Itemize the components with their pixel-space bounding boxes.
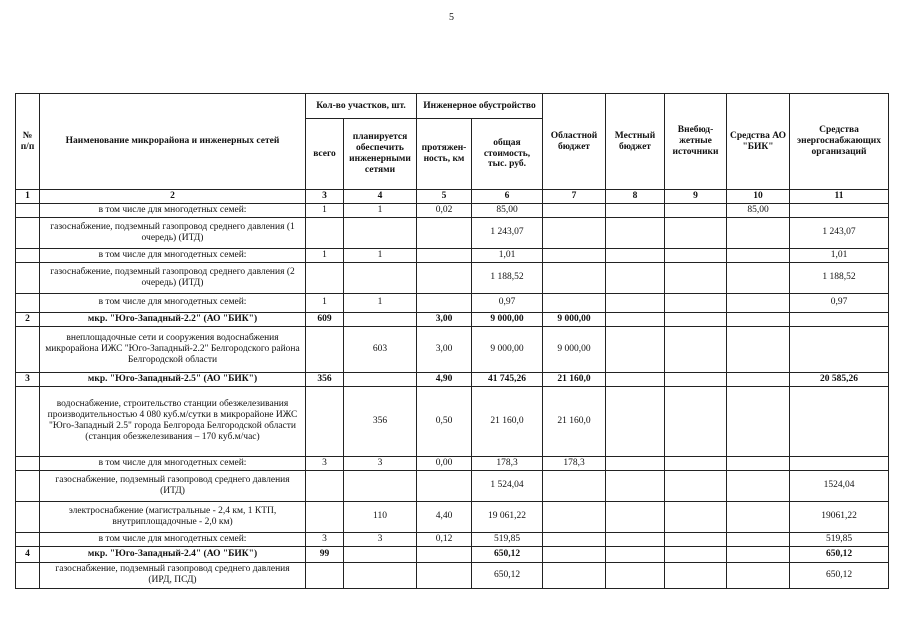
table-row-district (16, 372, 889, 386)
cell-local-budget (606, 217, 665, 248)
cell-planned (344, 562, 417, 588)
cell-number (16, 562, 40, 588)
table-row (16, 456, 889, 470)
cell-extrabudgetary (665, 248, 727, 262)
cell-cost: 9 000,00 (472, 326, 543, 372)
cell-total: 1 (306, 248, 344, 262)
cell-length (417, 470, 472, 501)
cell-bik-funds (727, 546, 790, 562)
cell-name: газоснабжение, подземный газопровод среднего давления (ИРД, ПСД) (40, 562, 306, 588)
cell-extrabudgetary (665, 372, 727, 386)
cell-energy-funds: 1 188,52 (790, 262, 889, 293)
cell-cost: 19 061,22 (472, 501, 543, 532)
cell-cost: 650,12 (472, 562, 543, 588)
cell-cost: 178,3 (472, 456, 543, 470)
cell-extrabudgetary (665, 217, 727, 248)
column-number: 11 (790, 190, 889, 204)
cell-name: в том числе для многодетных семей: (40, 248, 306, 262)
header-planned: планируется обеспечить инженерными сетями (344, 119, 417, 190)
cell-length: 3,00 (417, 312, 472, 326)
cell-name: в том числе для многодетных семей: (40, 204, 306, 218)
cell-local-budget (606, 326, 665, 372)
table-row-district (16, 312, 889, 326)
cell-energy-funds: 650,12 (790, 562, 889, 588)
cell-number (16, 456, 40, 470)
cell-total (306, 470, 344, 501)
cell-total: 1 (306, 293, 344, 312)
header-regional-budget: Областной бюджет (543, 94, 606, 190)
cell-regional-budget (543, 248, 606, 262)
cell-regional-budget: 21 160,0 (543, 386, 606, 456)
header-sections-group: Кол-во участков, шт. (306, 94, 417, 119)
cell-regional-budget: 21 160,0 (543, 372, 606, 386)
cell-extrabudgetary (665, 470, 727, 501)
cell-regional-budget: 178,3 (543, 456, 606, 470)
cell-extrabudgetary (665, 326, 727, 372)
cell-planned (344, 546, 417, 562)
cell-cost: 519,85 (472, 532, 543, 546)
cell-number (16, 532, 40, 546)
cell-planned: 1 (344, 293, 417, 312)
cell-length: 3,00 (417, 326, 472, 372)
cell-number (16, 293, 40, 312)
cell-planned: 3 (344, 532, 417, 546)
cell-energy-funds: 20 585,26 (790, 372, 889, 386)
cell-regional-budget: 9 000,00 (543, 326, 606, 372)
cell-total (306, 262, 344, 293)
cell-length (417, 562, 472, 588)
table-row (16, 248, 889, 262)
cell-local-budget (606, 546, 665, 562)
cell-number: 2 (16, 312, 40, 326)
cell-number: 3 (16, 372, 40, 386)
cell-planned: 356 (344, 386, 417, 456)
cell-local-budget (606, 293, 665, 312)
cell-cost: 1 188,52 (472, 262, 543, 293)
header-total: всего (306, 119, 344, 190)
cell-length: 0,12 (417, 532, 472, 546)
cell-extrabudgetary (665, 386, 727, 456)
cell-length: 0,00 (417, 456, 472, 470)
cell-planned: 3 (344, 456, 417, 470)
cell-length (417, 217, 472, 248)
cell-bik-funds (727, 262, 790, 293)
cell-bik-funds (727, 386, 790, 456)
cell-regional-budget (543, 470, 606, 501)
cell-name: газоснабжение, подземный газопровод среднего давления (2 очередь) (ИТД) (40, 262, 306, 293)
table-row (16, 386, 889, 456)
cell-planned: 110 (344, 501, 417, 532)
cell-length (417, 262, 472, 293)
cell-extrabudgetary (665, 562, 727, 588)
cell-bik-funds (727, 470, 790, 501)
column-number: 8 (606, 190, 665, 204)
cell-number (16, 204, 40, 218)
cell-name: газоснабжение, подземный газопровод среднего давления (ИТД) (40, 470, 306, 501)
cell-length (417, 293, 472, 312)
cell-total: 1 (306, 204, 344, 218)
header-number: № п/п (16, 94, 40, 190)
cell-cost: 1 243,07 (472, 217, 543, 248)
table-row (16, 204, 889, 218)
cell-energy-funds (790, 326, 889, 372)
cell-planned: 1 (344, 248, 417, 262)
financing-table (15, 93, 889, 589)
table-row-district (16, 546, 889, 562)
header-energy-funds: Средства энергоснабжающих организаций (790, 94, 889, 190)
cell-energy-funds: 1 243,07 (790, 217, 889, 248)
cell-regional-budget (543, 532, 606, 546)
header-extrabudgetary: Внебюд-жетные источники (665, 94, 727, 190)
cell-local-budget (606, 372, 665, 386)
cell-number: 4 (16, 546, 40, 562)
header-local-budget: Местный бюджет (606, 94, 665, 190)
cell-total: 3 (306, 456, 344, 470)
cell-extrabudgetary (665, 312, 727, 326)
cell-total: 3 (306, 532, 344, 546)
cell-length (417, 248, 472, 262)
column-number: 5 (417, 190, 472, 204)
cell-bik-funds (727, 248, 790, 262)
cell-local-budget (606, 204, 665, 218)
column-number: 2 (40, 190, 306, 204)
cell-energy-funds (790, 312, 889, 326)
cell-number (16, 386, 40, 456)
cell-name: в том числе для многодетных семей: (40, 456, 306, 470)
cell-bik-funds (727, 312, 790, 326)
cell-name: внеплощадочные сети и сооружения водоснабжения микрорайона ИЖС "Юго-Западный-2.2" Белгородского района Белгородской области (40, 326, 306, 372)
cell-name: мкр. "Юго-Западный-2.4" (АО "БИК") (40, 546, 306, 562)
table-row (16, 326, 889, 372)
column-number-row (16, 190, 889, 204)
cell-total: 356 (306, 372, 344, 386)
cell-bik-funds (727, 562, 790, 588)
cell-cost: 85,00 (472, 204, 543, 218)
table-row (16, 532, 889, 546)
cell-bik-funds (727, 532, 790, 546)
table-row (16, 262, 889, 293)
cell-planned (344, 372, 417, 386)
cell-planned: 1 (344, 204, 417, 218)
cell-total (306, 562, 344, 588)
cell-length: 4,90 (417, 372, 472, 386)
cell-regional-budget (543, 262, 606, 293)
cell-energy-funds (790, 386, 889, 456)
cell-extrabudgetary (665, 456, 727, 470)
cell-local-budget (606, 386, 665, 456)
header-cost: общая стоимость, тыс. руб. (472, 119, 543, 190)
cell-cost: 1,01 (472, 248, 543, 262)
cell-total (306, 217, 344, 248)
column-number: 10 (727, 190, 790, 204)
header-infrastructure-group: Инженерное обустройство (417, 94, 543, 119)
cell-energy-funds (790, 456, 889, 470)
cell-local-budget (606, 262, 665, 293)
cell-energy-funds (790, 204, 889, 218)
cell-bik-funds (727, 217, 790, 248)
cell-planned (344, 217, 417, 248)
column-number: 6 (472, 190, 543, 204)
cell-planned (344, 470, 417, 501)
cell-planned (344, 312, 417, 326)
table-row (16, 470, 889, 501)
cell-length: 4,40 (417, 501, 472, 532)
cell-number (16, 470, 40, 501)
cell-number (16, 248, 40, 262)
table-row (16, 501, 889, 532)
cell-number (16, 217, 40, 248)
cell-length: 0,50 (417, 386, 472, 456)
cell-extrabudgetary (665, 293, 727, 312)
cell-cost: 41 745,26 (472, 372, 543, 386)
cell-total: 99 (306, 546, 344, 562)
header-length: протяжен-ность, км (417, 119, 472, 190)
cell-number (16, 262, 40, 293)
column-number: 3 (306, 190, 344, 204)
cell-name: в том числе для многодетных семей: (40, 293, 306, 312)
cell-cost: 650,12 (472, 546, 543, 562)
cell-name: водоснабжение, строительство станции обезжелезивания производительностью 4 080 куб.м/сутки в микрорайоне ИЖС "Юго-Западный 2.5" города Белгорода Белгородской области (станция обезжелезивания – 170 куб.м/час) (40, 386, 306, 456)
cell-number (16, 326, 40, 372)
cell-local-budget (606, 501, 665, 532)
cell-regional-budget (543, 546, 606, 562)
column-number: 1 (16, 190, 40, 204)
table-row (16, 562, 889, 588)
cell-name: газоснабжение, подземный газопровод среднего давления (1 очередь) (ИТД) (40, 217, 306, 248)
cell-energy-funds: 1,01 (790, 248, 889, 262)
cell-energy-funds: 19061,22 (790, 501, 889, 532)
cell-length (417, 546, 472, 562)
cell-energy-funds: 0,97 (790, 293, 889, 312)
cell-total (306, 501, 344, 532)
cell-cost: 0,97 (472, 293, 543, 312)
cell-extrabudgetary (665, 532, 727, 546)
cell-cost: 21 160,0 (472, 386, 543, 456)
cell-local-budget (606, 312, 665, 326)
page-number: 5 (449, 12, 454, 23)
header-name: Наименование микрорайона и инженерных сетей (40, 94, 306, 190)
header-bik-funds: Средства АО "БИК" (727, 94, 790, 190)
cell-local-budget (606, 248, 665, 262)
cell-length: 0,02 (417, 204, 472, 218)
cell-name: электроснабжение (магистральные - 2,4 км, 1 КТП, внутриплощадочные - 2,0 км) (40, 501, 306, 532)
table-row (16, 217, 889, 248)
cell-regional-budget (543, 501, 606, 532)
cell-bik-funds (727, 456, 790, 470)
cell-regional-budget (543, 204, 606, 218)
cell-cost: 9 000,00 (472, 312, 543, 326)
column-number: 4 (344, 190, 417, 204)
cell-cost: 1 524,04 (472, 470, 543, 501)
cell-energy-funds: 1524,04 (790, 470, 889, 501)
cell-regional-budget (543, 293, 606, 312)
table-body (16, 190, 889, 589)
cell-bik-funds (727, 326, 790, 372)
cell-local-budget (606, 456, 665, 470)
cell-bik-funds (727, 372, 790, 386)
cell-number (16, 501, 40, 532)
cell-extrabudgetary (665, 262, 727, 293)
cell-regional-budget (543, 217, 606, 248)
cell-name: мкр. "Юго-Западный-2.5" (АО "БИК") (40, 372, 306, 386)
cell-total: 609 (306, 312, 344, 326)
cell-local-budget (606, 470, 665, 501)
cell-name: в том числе для многодетных семей: (40, 532, 306, 546)
cell-name: мкр. "Юго-Западный-2.2" (АО "БИК") (40, 312, 306, 326)
cell-planned (344, 262, 417, 293)
cell-bik-funds: 85,00 (727, 204, 790, 218)
column-number: 7 (543, 190, 606, 204)
cell-regional-budget: 9 000,00 (543, 312, 606, 326)
column-number: 9 (665, 190, 727, 204)
cell-extrabudgetary (665, 204, 727, 218)
cell-extrabudgetary (665, 501, 727, 532)
cell-local-budget (606, 562, 665, 588)
cell-energy-funds: 650,12 (790, 546, 889, 562)
cell-planned: 603 (344, 326, 417, 372)
cell-bik-funds (727, 293, 790, 312)
cell-extrabudgetary (665, 546, 727, 562)
cell-regional-budget (543, 562, 606, 588)
cell-total (306, 326, 344, 372)
table-row (16, 293, 889, 312)
cell-energy-funds: 519,85 (790, 532, 889, 546)
cell-bik-funds (727, 501, 790, 532)
cell-local-budget (606, 532, 665, 546)
cell-total (306, 386, 344, 456)
